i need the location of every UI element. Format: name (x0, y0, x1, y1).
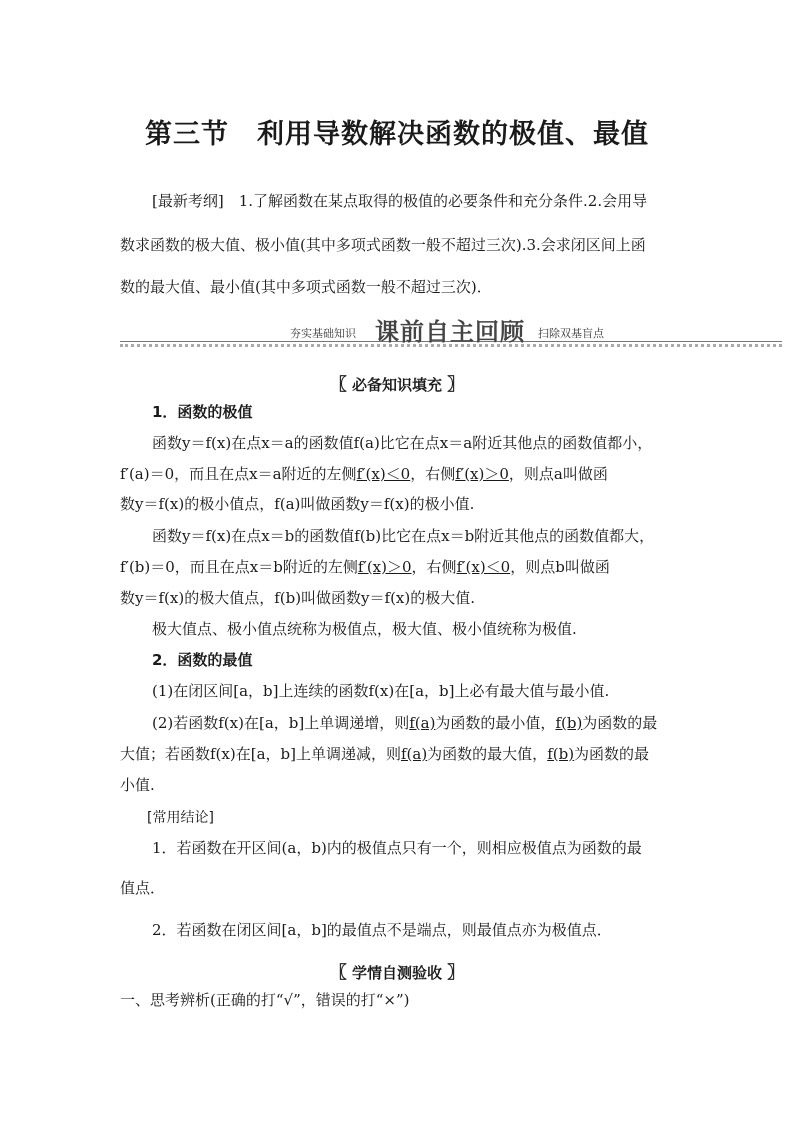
blank-answer: f(a) (400, 745, 428, 763)
max-min-line-1: (1)在闭区间[a，b]上连续的函数f(x)在[a，b]上必有最大值与最小值. (152, 682, 610, 700)
banner-main-text: 课前自主回顾 (375, 318, 525, 346)
max-min-line-3: 大值；若函数f(x)在[a，b]上单调递减，则f(a)为函数的最大值，f(b)为函数的最 (120, 745, 650, 763)
question-1-heading: 一、思考辨析(正确的打“√”，错误的打“×”) (120, 991, 410, 1009)
blank-answer: f(b) (555, 714, 583, 732)
banner-right-text: 扫除双基盲点 (538, 327, 604, 340)
blank-answer: f(a) (409, 714, 436, 732)
extremum-min-line-1: 函数y＝f(x)在点x＝a的函数值f(a)比它在点x＝a附近其他点的函数值都小， (152, 434, 653, 452)
max-min-line-4: 小值. (120, 776, 155, 794)
blank-answer: f′(x)＜0 (456, 558, 511, 576)
page-title: 第三节 利用导数解决函数的极值、最值 (145, 119, 649, 150)
section-banner (120, 312, 782, 346)
bracket-left: 〖 (329, 375, 347, 395)
extremum-max-line-3: 数y＝f(x)的极大值点，f(b)叫做函数y＝f(x)的极大值. (120, 589, 476, 607)
blank-answer: f(b) (547, 745, 575, 763)
heading-extreme-values: 2．函数的最值 (152, 651, 253, 669)
section-title: 必备知识填充 (351, 376, 442, 394)
extremum-max-line-2: f′(b)＝0，而且在点x＝b附近的左侧f′(x)＞0，右侧f′(x)＜0，则点b叫做函 (120, 558, 610, 576)
bracket-left: 〖 (329, 963, 347, 983)
kaogang-line-1: [最新考纲] 1.了解函数在某点取得的极值的必要条件和充分条件.2.会用导 (152, 192, 648, 210)
conclusions-label: [常用结论] (147, 810, 214, 826)
banner-left-text: 夯实基础知识 (290, 327, 356, 340)
bracket-right: 〗 (447, 963, 465, 983)
section-title: 学情自测验收 (351, 964, 442, 982)
section-heading-knowledge (0, 370, 794, 395)
blank-answer: f′(x)＞0 (357, 558, 412, 576)
extremum-max-line-1: 函数y＝f(x)在点x＝b的函数值f(b)比它在点x＝b附近其他点的函数值都大， (152, 527, 655, 545)
kaogang-line-3: 数的最大值、最小值(其中多项式函数一般不超过三次)． (120, 278, 492, 296)
bracket-right: 〗 (447, 375, 465, 395)
extremum-summary: 极大值点、极小值点统称为极值点，极大值、极小值统称为极值. (152, 620, 577, 638)
blank-answer: f′(x)＜0 (356, 465, 411, 483)
kaogang-line-2: 数求函数的极大值、极小值(其中多项式函数一般不超过三次).3.会求闭区间上函 (120, 236, 646, 254)
section-heading-selftest (0, 958, 794, 983)
extremum-min-line-3: 数y＝f(x)的极小值点，f(a)叫做函数y＝f(x)的极小值. (120, 495, 475, 513)
heading-extremum: 1．函数的极值 (152, 403, 253, 421)
blank-answer: f′(x)＞0 (455, 465, 509, 483)
conclusion-1-line-1: 1．若函数在开区间(a，b)内的极值点只有一个，则相应极值点为函数的最 (152, 839, 642, 857)
extremum-min-line-2: f′(a)＝0，而且在点x＝a附近的左侧f′(x)＜0，右侧f′(x)＞0，则点a叫做函 (120, 465, 608, 483)
max-min-line-2: (2)若函数f(x)在[a，b]上单调递增，则f(a)为函数的最小值，f(b)为函数的最 (152, 714, 658, 732)
conclusion-2: 2．若函数在闭区间[a，b]的最值点不是端点，则最值点亦为极值点． (152, 921, 612, 939)
conclusion-1-line-2: 值点． (120, 879, 166, 897)
